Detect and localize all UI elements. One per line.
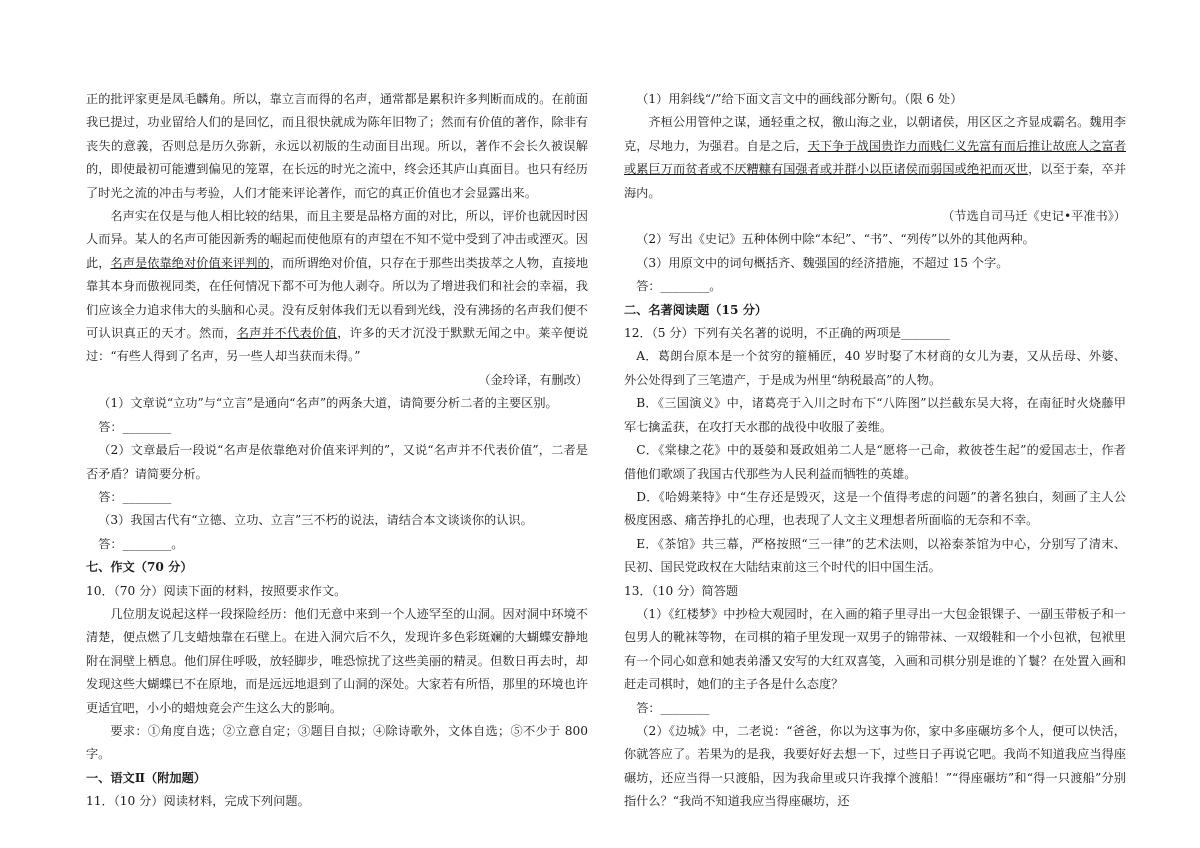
- essay-paragraph-2: [86, 205, 588, 369]
- question-12: 12．（5 分）下列有关名著的说明，不正确的两项是________: [624, 326, 950, 341]
- question-1: （1）文章说“立功”与“立言”是通向“名声”的两条大道，请简要分析二者的主要区别。: [98, 396, 558, 411]
- essay-text: ，而所谓绝对价值，只存在于那些出类拔萃之人物，直接地靠其本身而傲视同类，在任何情况下都不可为他人剥夺。所以为了增进我们和社会的幸福，我们应该全力追求伟大的头脑和心灵。没有反射体我们无以看到光线，没有沸扬的名声我们便不可认识真正的天才。然而，: [86, 255, 589, 341]
- underlined-phrase-1: 名声是依靠绝对价值来评判的: [110, 255, 270, 270]
- underlined-classical: 天下争于战国贵诈力而贱仁义先富有而后推让故庶人之富者或累巨万而贫者或不厌糟糠有国强者或并群小以臣诸侯而弱国或绝祀而灭世: [624, 138, 1127, 177]
- answer-line-3: 答：________。: [98, 536, 184, 551]
- question-11-1: （1）用斜线“/”给下面文言文中的画线部分断句。（限 6 处）: [636, 92, 963, 106]
- question-13: 13．（10 分）简答题: [624, 583, 739, 598]
- answer-line-13-1: 答：________: [636, 700, 710, 715]
- classical-passage: [624, 111, 1126, 205]
- classical-source: （节选自司马迁《史记•平准书》）: [942, 209, 1126, 224]
- option-a: A．葛朗台原本是一个贫穷的箍桶匠，40 岁时娶了木材商的女儿为妻，又从岳母、外婆、外公处得到了三笔遗产，于是成为州里“纳税最高”的人物。: [624, 349, 1126, 387]
- option-b: B．《三国演义》中，诸葛亮于入川之时布下“八阵图”以拦截东吴大将，在南征时火烧藤甲军七擒孟获，在攻打天水郡的战役中收服了姜维。: [624, 396, 1126, 434]
- option-c: C．《棠棣之花》中的聂嫈和聂政姐弟二人是“愿将一己命，救彼苍生起”的爱国志士，作者借他们歌颂了我国古代那些为人民利益而牺牲的英雄。: [624, 443, 1126, 481]
- option-d: D．《哈姆莱特》中“生存还是毁灭，这是一个值得考虑的问题”的著名独白，刻画了主人公极度困惑、痛苦挣扎的心理，也表现了人文主义理想者所面临的无奈和不幸。: [624, 489, 1126, 528]
- classical-text: 齐桓公用管仲之谋，通轻重之权，徼山海之业，以朝诸侯，用区区之齐显成霸名。魏用李克，尽地力，为强君。自是之后，: [624, 115, 1126, 153]
- section-2-heading: 二、名著阅读题（15 分）: [624, 302, 768, 317]
- question-13-2: （2）《边城》中，二老说：“爸爸，你以为这事为你，家中多座碾坊多个人，便可以快活，你就答应了。若果为的是我，我要好好去想一下，过些日子再说它吧。我尚不知道我应当得座碾坊，还应当得一只渡船，因为我命里或只许我撑个渡船！”“得座碾坊”和“得一只渡船”分别指什么？“我尚不知道我应当得座碾坊，还: [624, 723, 1126, 809]
- writing-material: 几位朋友说起这样一段探险经历：他们无意中来到一个人迹罕至的山洞。因对洞中环境不清楚，便点燃了几支蜡烛靠在石壁上。在进入洞穴后不久，发现许多色彩斑斓的大蝴蝶安静地附在洞壁上栖息。他们屏住呼吸，放轻脚步，唯恐惊扰了这些美丽的精灵。但数日再去时，却发现这些大蝴蝶已不在原地，而是远远地退到了山洞的深处。大家若有所悟，那里的环境也许更适宜吧，小小的蜡烛竟会产生这么大的影响。: [86, 606, 588, 715]
- question-11-2: （2）写出《史记》五种体例中除“本纪”、“书”、“列传”以外的其他两种。: [636, 232, 1035, 247]
- essay-source: （金玲译，有删改）: [478, 372, 588, 387]
- answer-line-2: 答：________: [98, 489, 172, 504]
- question-10: 10．（70 分）阅读下面的材料，按照要求作文。: [86, 583, 347, 598]
- option-e: E．《茶馆》共三幕，严格按照“三一律”的艺术法则，以裕泰茶馆为中心，分别写了清末、民初、国民党政权在大陆结束前这三个时代的旧中国生活。: [624, 536, 1126, 575]
- writing-requirements: 要求：①角度自选；②立意自定；③题目自拟；④除诗歌外，文体自选；⑤不少于 800 字。: [86, 723, 588, 762]
- essay-text: ，许多的天才沉没于默默无闻之中。莱辛便说过：“有些人得到了名声，另一些人却当获而未得。”: [86, 326, 589, 364]
- right-column: [624, 88, 1126, 814]
- answer-line-11: 答：________。: [636, 279, 722, 294]
- question-11-3: （3）用原文中的词句概括齐、魏强国的经济措施，不超过 15 个字。: [636, 255, 1009, 270]
- question-13-1: （1）《红楼梦》中抄检大观园时，在入画的箱子里寻出一大包金银锞子、一副玉带板子和一包男人的靴袜等物，在司棋的箱子里发现一双男子的锦带袜、一双缎鞋和一个小包袱，包袱里有一个同心如意和她表弟潘又安写的大红双喜笺，入画和司棋分别是谁的丫鬟？在处置入画和赶走司棋时，她们的主子各是什么态度？: [624, 606, 1126, 692]
- section-1-heading: 一、语文Ⅱ（附加题）: [86, 770, 206, 785]
- question-2: （2）文章最后一段说“名声是依靠绝对价值来评判的”，又说“名声并不代表价值”，二者是否矛盾？请简要分析。: [86, 443, 588, 481]
- essay-text: 名声实在仅是与他人相比较的结果，而且主要是品格方面的对比，所以，评价也就因时因人而异。某人的名声可能因新秀的崛起而使他原有的声望在不知不觉中受到了冲击或湮灭。因此，: [86, 209, 588, 270]
- question-3: （3）我国古代有“立德、立功、立言”三不朽的说法，请结合本文谈谈你的认识。: [98, 513, 533, 528]
- underlined-phrase-2: 名声并不代表价值: [236, 326, 338, 341]
- classical-text: ，以至于秦，卒并海内。: [624, 162, 1127, 200]
- essay-paragraph-1: 正的批评家更是凤毛麟角。所以，靠立言而得的名声，通常都是累积许多判断而成的。在前面我已提过，功业留给人们的是回忆，而且很快就成为陈年旧物了；然而有价值的著作，除非有丧失的意義，否则总是历久弥新，永远以初版的生动面目出现。所以，著作不会长久被误解的，即使最初可能遭到偏见的笼罩，在长远的时光之流中，终会还其庐山真面目。也只有经历了时光之流的冲击与考验，人们才能来评论著作，而它的真正价值也才会显露出来。: [86, 92, 588, 200]
- question-11: 11．（10 分）阅读材料，完成下列问题。: [86, 794, 310, 809]
- answer-line-1: 答：________: [98, 419, 172, 434]
- section-7-heading: 七、作文（70 分）: [86, 560, 193, 575]
- left-column: [86, 88, 588, 814]
